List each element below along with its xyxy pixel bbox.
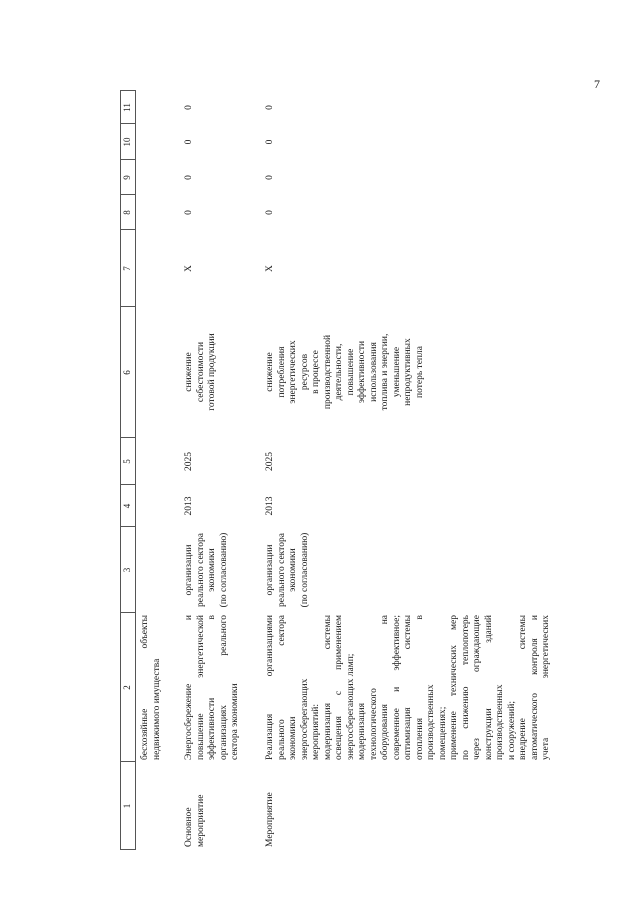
continuation-line: недвижимого имущества: [151, 658, 162, 760]
row2-executor-line: организации: [265, 544, 275, 596]
row2-result-line: использования: [368, 342, 379, 402]
row1-result-line: готовой продукции: [207, 333, 217, 411]
row1-executor: [184, 528, 230, 612]
row2-result-line: снижение: [265, 352, 275, 392]
page-number: 7: [594, 77, 600, 91]
row1-result-line: себестоимости: [195, 341, 206, 403]
row2-name-line: помещениях;: [437, 706, 448, 760]
program-table: [120, 90, 639, 850]
row2-result-line: в процессе: [311, 350, 321, 394]
row2-name-line: оборудования на: [380, 615, 390, 760]
row2-name-line: применение технических мер: [449, 615, 459, 760]
row2-result-line: деятельности,: [334, 343, 344, 401]
row2-executor: [265, 528, 311, 612]
row1-name-line: Энергосбережение и: [184, 615, 194, 760]
col-header-9: 9: [122, 175, 132, 180]
row2-name: [265, 615, 553, 760]
col-header-8: 8: [122, 210, 132, 215]
row2-col7: X: [265, 265, 275, 272]
col-header-3: 3: [122, 567, 132, 573]
col-header-4: 4: [122, 503, 132, 509]
row2-result-line: потребления: [276, 346, 287, 398]
continuation-cell: [140, 615, 163, 760]
row2-name-line: модернизация системы: [322, 615, 333, 760]
row1-start-year: 2013: [184, 496, 194, 516]
continuation-line: бесхозяйные объекты: [140, 615, 150, 760]
row1-executor-line: экономики: [207, 548, 217, 592]
col-header-6: 6: [122, 370, 132, 375]
row2-name-line: освещения с применением: [334, 615, 344, 760]
row1-result: [184, 307, 219, 437]
row1-col11: 0: [184, 105, 194, 110]
row2-name-line: отопления в: [414, 615, 425, 760]
row2-result: [265, 307, 426, 437]
row2-type: [265, 763, 277, 847]
header-bottom-rule: [135, 90, 136, 850]
row2-result-line: потерь тепла: [414, 346, 425, 398]
row2-col9: 0: [265, 175, 275, 180]
row2-name-line: оптимизация системы: [403, 615, 413, 760]
row1-result-line: снижение: [184, 352, 194, 392]
row2-name-line: внедрение системы: [518, 615, 528, 760]
row2-name-line: автоматического контроля и: [529, 615, 540, 760]
row1-type: [184, 763, 207, 847]
row2-name-line: модернизация: [357, 703, 367, 760]
col-header-5: 5: [122, 459, 132, 464]
row1-name: [184, 615, 242, 760]
row2-executor-line: реального сектора: [276, 533, 287, 607]
row1-name-line: эффективности в: [207, 615, 217, 760]
row2-result-line: эффективности: [357, 340, 367, 404]
row1-col7: X: [184, 265, 194, 272]
row2-name-line: энергосберегающих ламп;: [345, 653, 356, 760]
row2-result-line: топлива и энергии,: [380, 333, 390, 411]
row1-end-year: 2025: [184, 452, 194, 471]
row2-executor-line: экономики: [288, 548, 298, 592]
row1-name-line: сектора экономики: [230, 683, 240, 760]
row1-col9: 0: [184, 175, 194, 180]
col-header-10: 10: [122, 137, 132, 147]
row2-name-line: энергосберегающих: [299, 678, 310, 760]
row2-name-line: Реализация организациями: [265, 615, 275, 760]
row2-name-line: по снижению теплопотерь: [460, 615, 471, 760]
row2-name-line: мероприятий:: [311, 704, 321, 760]
col-header-7: 7: [122, 266, 132, 271]
row2-name-line: производственных: [426, 684, 436, 760]
row2-name-line: технологического: [368, 688, 379, 760]
row1-name-line: организациях реального: [218, 615, 229, 760]
row2-name-line: через ограждающие: [472, 615, 482, 760]
row1-type-line: мероприятие: [195, 794, 206, 847]
row2-start-year: 2013: [265, 496, 275, 516]
row2-col11: 0: [265, 105, 275, 110]
col-header-2: 2: [122, 685, 132, 690]
row1-executor-line: реального сектора: [195, 533, 206, 607]
row2-name-line: конструкции зданий: [483, 615, 494, 760]
row2-name-line: экономики: [288, 716, 298, 760]
col-header-1: 1: [122, 803, 132, 809]
row2-result-line: повышение: [345, 348, 356, 396]
row2-name-line: и сооружений;: [506, 701, 517, 760]
row2-name-line: производственных: [495, 684, 505, 760]
row2-result-line: непродуктивных: [403, 338, 413, 406]
row2-result-line: производственной: [322, 334, 333, 410]
row1-col8: 0: [184, 210, 194, 215]
row2-name-line: реального сектора: [276, 615, 287, 760]
row2-end-year: 2025: [265, 452, 275, 471]
row1-executor-line: организации: [184, 544, 194, 596]
row1-name-line: повышение энергетической: [195, 615, 206, 760]
row2-result-line: уменьшение: [391, 346, 402, 398]
col-header-11: 11: [122, 103, 132, 112]
row2-executor-line: (по согласованию): [299, 532, 310, 608]
row2-name-line: современное и эффективное;: [391, 615, 402, 760]
row2-type-line: Мероприятие: [265, 792, 275, 847]
row1-executor-line: (по согласованию): [218, 532, 229, 608]
row2-result-line: ресурсов: [299, 353, 310, 391]
row2-col10: 0: [265, 139, 275, 145]
row2-name-line: учета энергетических: [541, 615, 551, 760]
row2-col8: 0: [265, 210, 275, 215]
row1-col10: 0: [184, 139, 194, 145]
row2-result-line: энергетических: [288, 340, 298, 404]
row1-type-line: Основное: [184, 807, 194, 847]
